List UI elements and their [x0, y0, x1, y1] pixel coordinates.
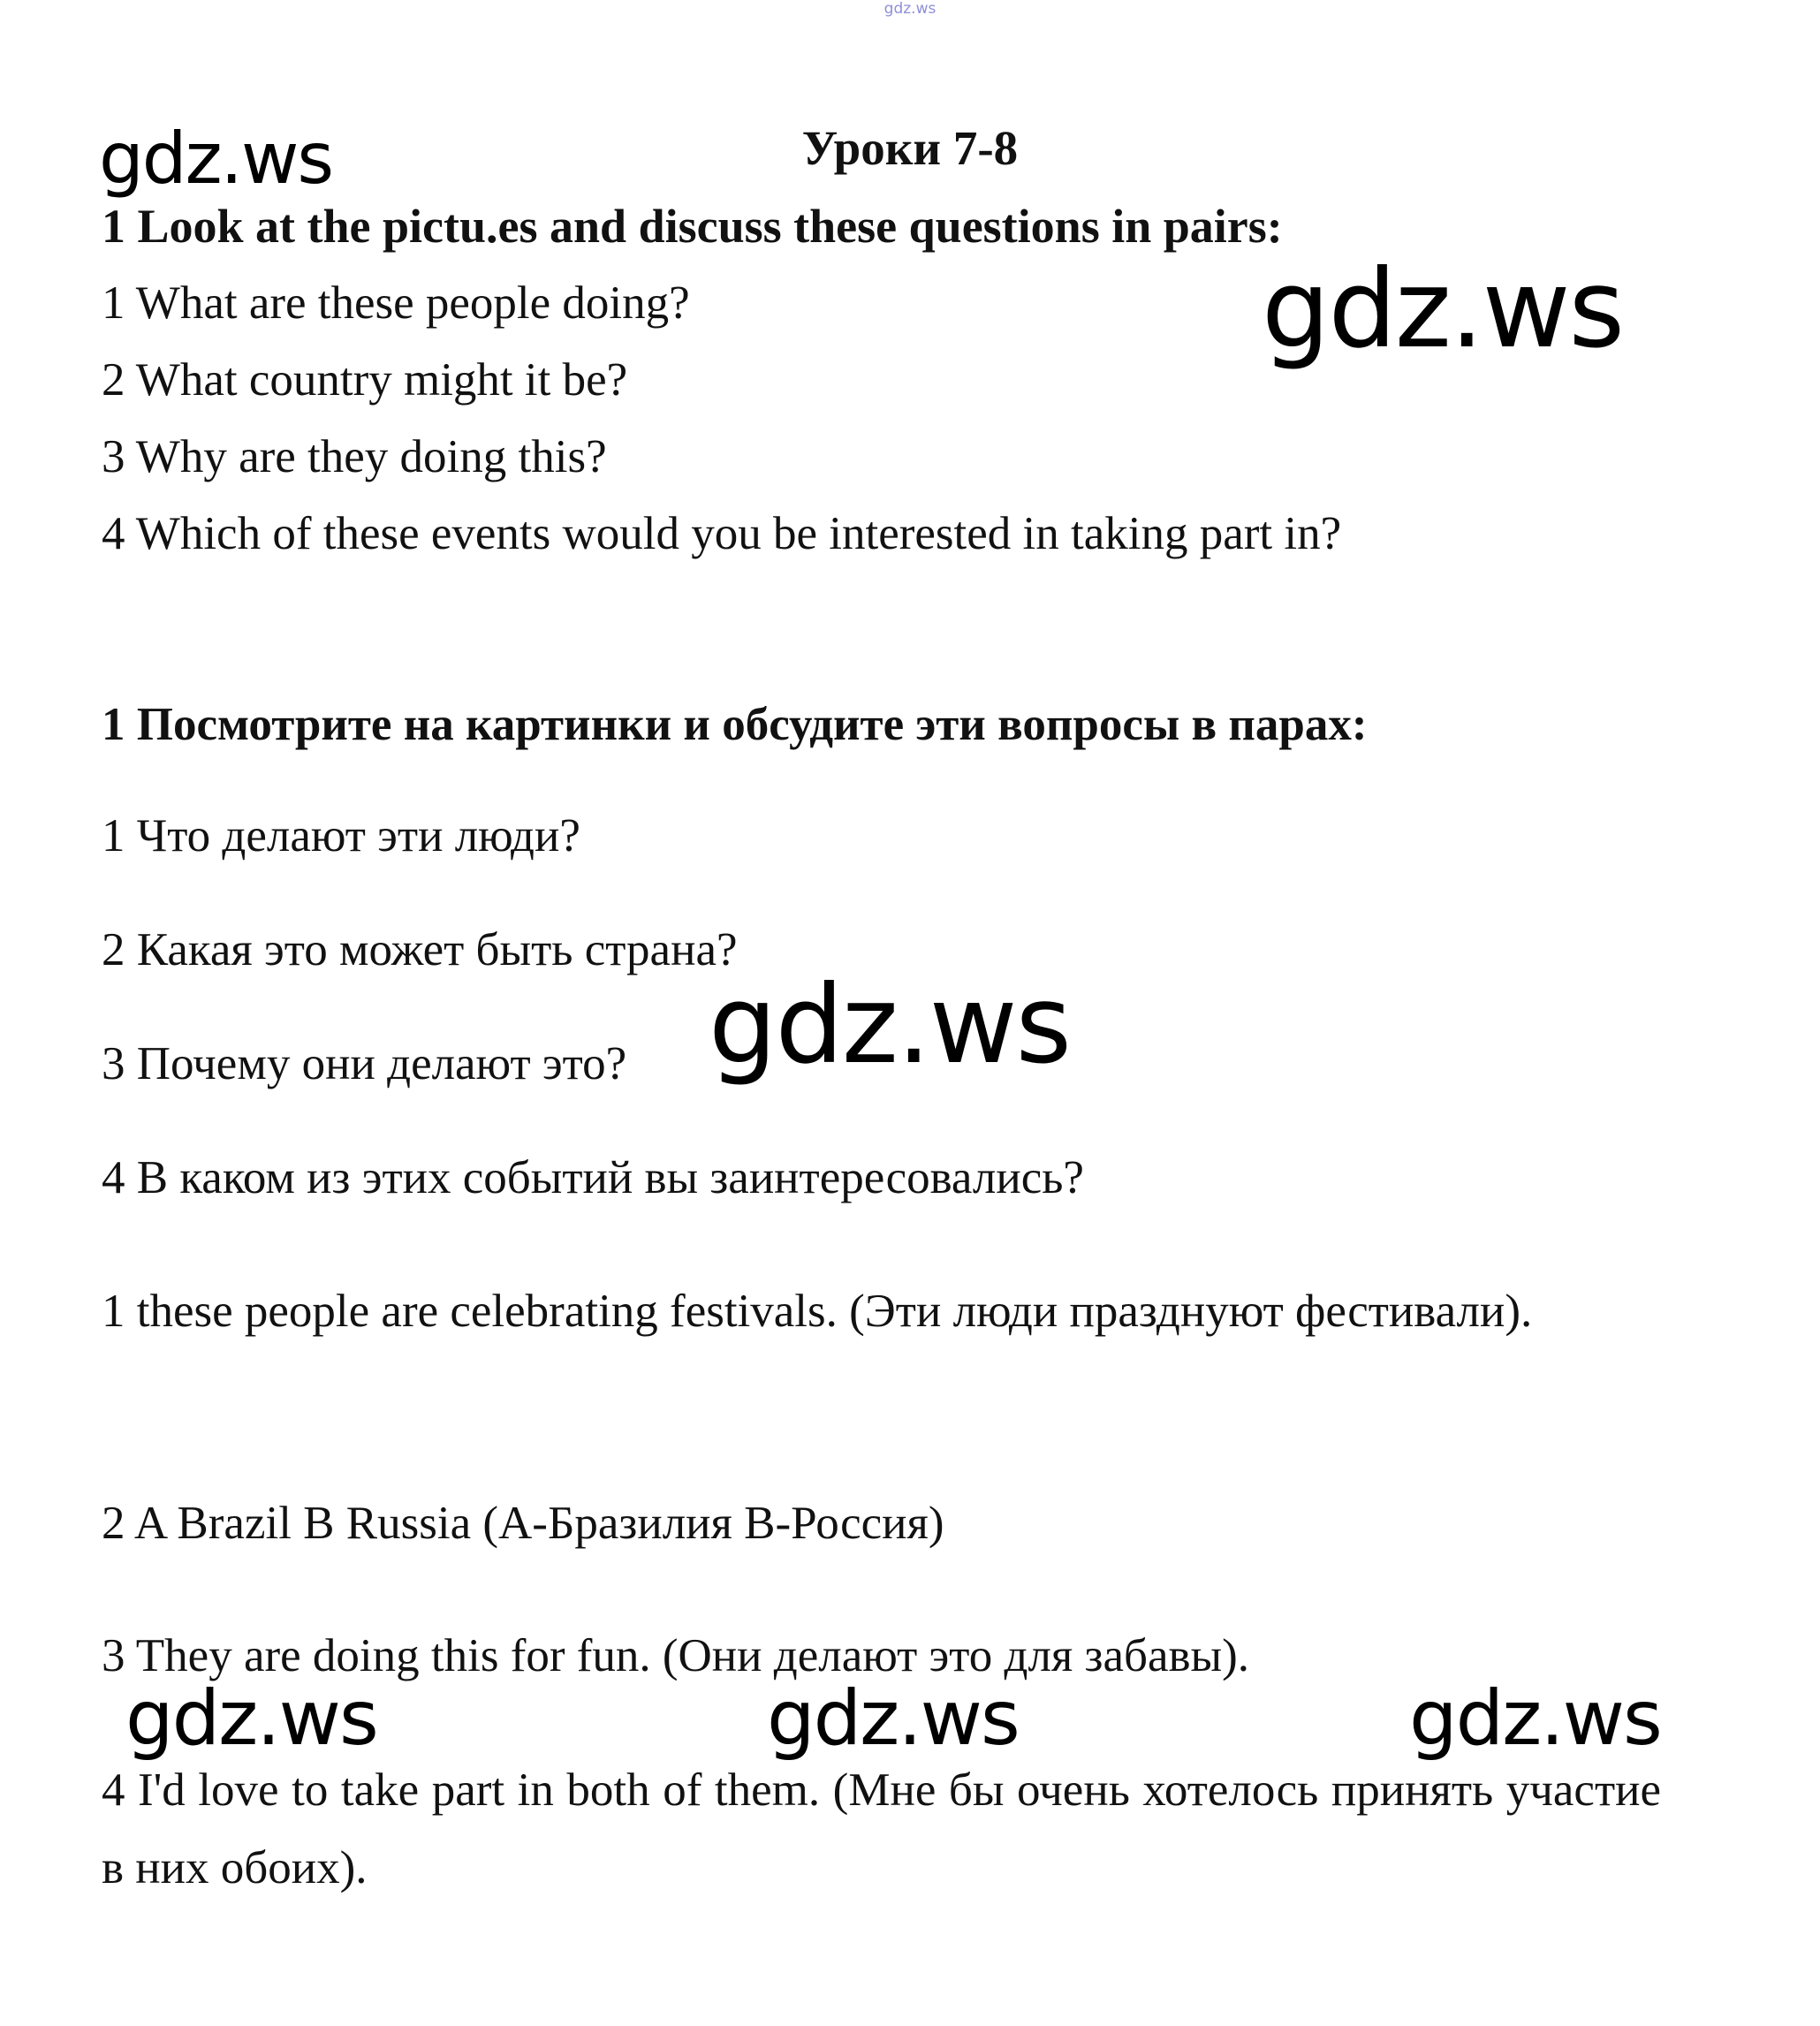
answer-2: 2 A Brazil B Russia (А-Бразилия В-Россия) — [102, 1498, 944, 1549]
english-question-4: 4 Which of these events would you be interested in taking part in? — [102, 508, 1342, 559]
watermark-small-top: gdz.ws — [883, 0, 937, 18]
page-title: Уроки 7-8 — [801, 121, 1019, 175]
answer-1: 1 these people are celebrating festivals. (Эти люди празднуют фестивали). — [102, 1286, 1533, 1337]
russian-task-heading: 1 Посмотрите на картинки и обсудите эти вопросы в парах: — [102, 699, 1368, 750]
russian-question-2: 2 Какая это может быть страна? — [102, 924, 738, 975]
answer-4: 4 I'd love to take part in both of them. (Мне бы очень хотелось принять участие в них обоих). — [102, 1764, 1661, 1893]
watermark-bottom-right: gdz.ws — [1409, 1674, 1661, 1763]
watermark-top-right: gdz.ws — [1262, 247, 1624, 372]
watermark-top-left: gdz.ws — [99, 118, 333, 200]
watermark-bottom-left: gdz.ws — [125, 1674, 377, 1763]
english-question-3: 3 Why are they doing this? — [102, 431, 607, 482]
russian-question-4: 4 В каком из этих событий вы заинтересовались? — [102, 1152, 1084, 1203]
english-task-heading: 1 Look at the pictu.es and discuss these questions in pairs: — [102, 200, 1283, 253]
russian-question-1: 1 Что делают эти люди? — [102, 810, 580, 861]
english-question-1: 1 What are these people doing? — [102, 277, 690, 329]
english-question-2: 2 What country might it be? — [102, 354, 628, 406]
watermark-bottom-center: gdz.ws — [767, 1674, 1019, 1763]
answer-3: 3 They are doing this for fun. (Они делают это для забавы). — [102, 1630, 1250, 1681]
russian-question-3: 3 Почему они делают это? — [102, 1038, 627, 1089]
watermark-middle: gdz.ws — [709, 962, 1071, 1088]
